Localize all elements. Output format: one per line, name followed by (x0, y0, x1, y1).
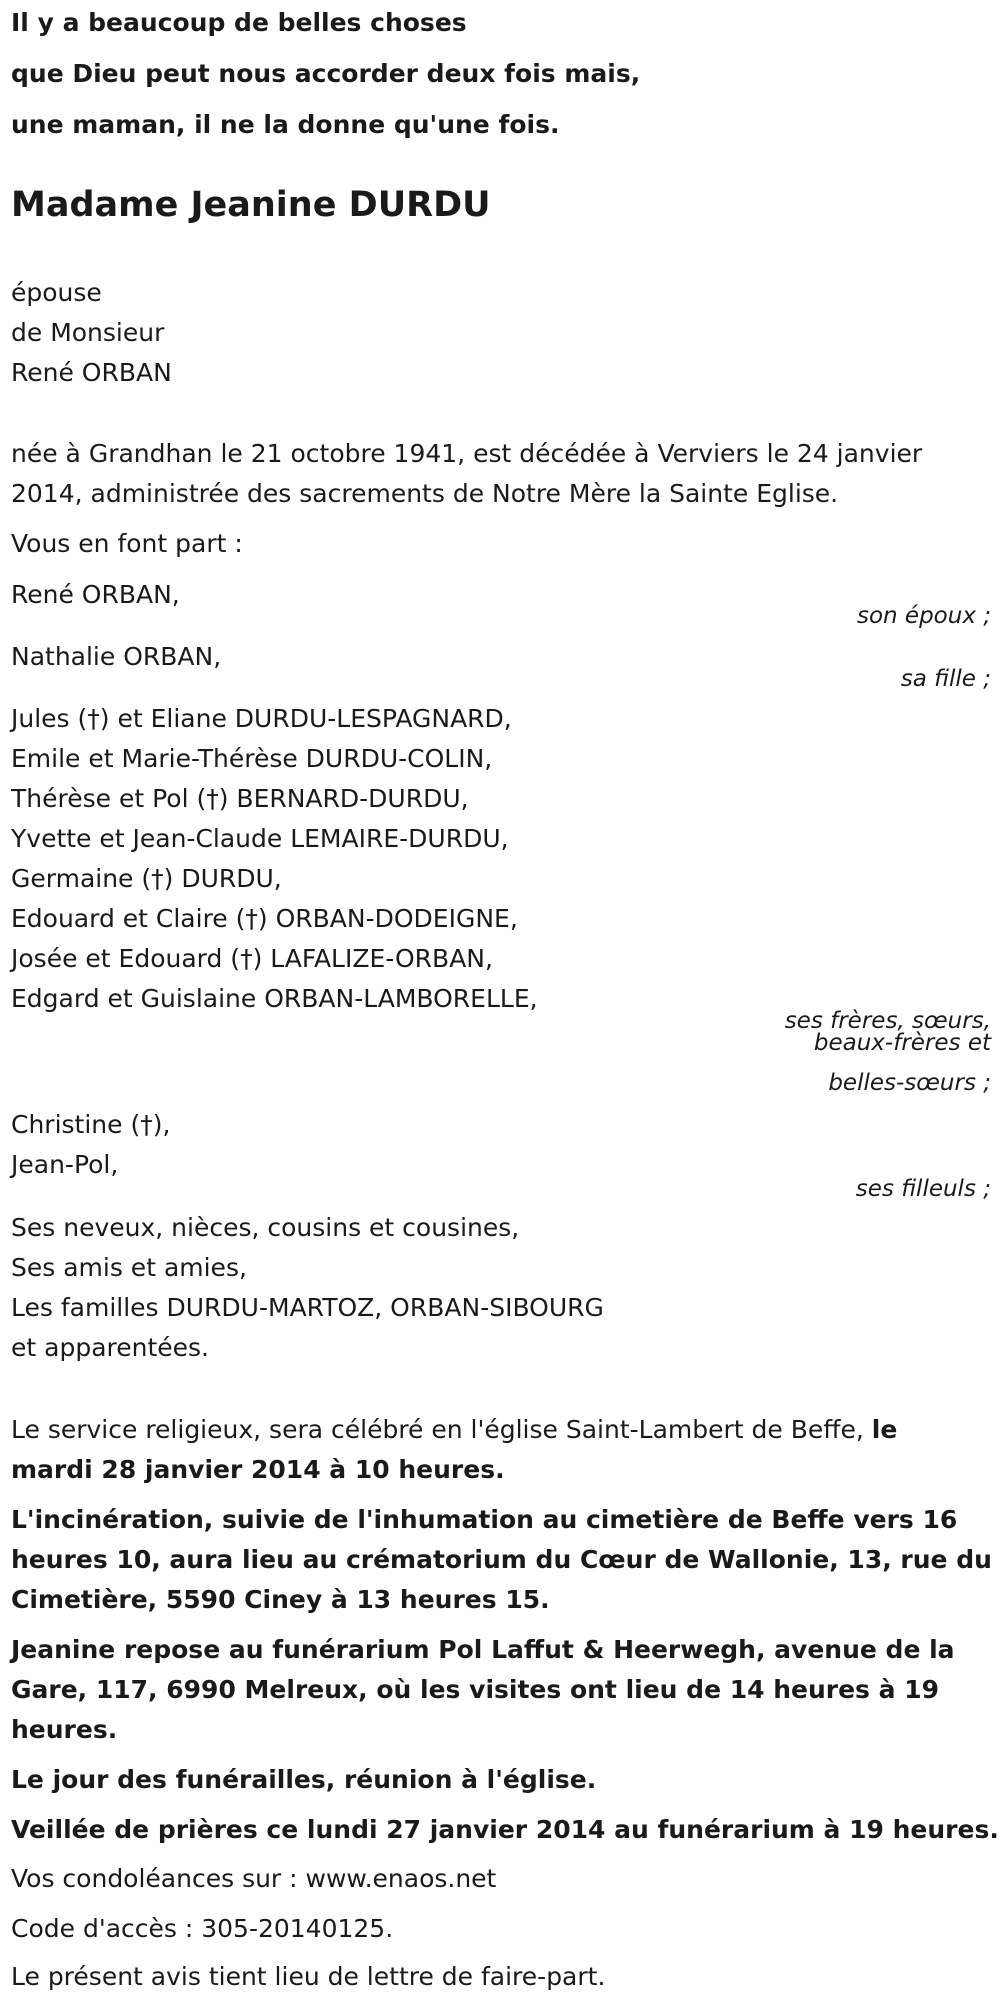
siblings-role-line-3: belles-sœurs ; (828, 1070, 991, 1096)
godchild-line: Jean-Pol, (11, 1150, 119, 1179)
quote-line-2: que Dieu peut nous accorder deux fois mais, (11, 59, 641, 88)
birth-death-line-2: 2014, administrée des sacrements de Notre Mère la Sainte Eglise. (11, 479, 839, 508)
access-code-line: Code d'accès : 305-20140125. (11, 1914, 394, 1943)
siblings-role-line-2: beaux-frères et (813, 1030, 991, 1056)
service-line-2: mardi 28 janvier 2014 à 10 heures. (11, 1455, 505, 1484)
condolences-line: Vos condoléances sur : www.enaos.net (11, 1864, 497, 1893)
service-line-1 (11, 1415, 897, 1445)
sibling-line: Germaine (†) DURDU, (11, 864, 282, 893)
footer-line: Le présent avis tient lieu de lettre de faire-part. (11, 1962, 606, 1991)
others-line: Ses amis et amies, (11, 1253, 247, 1282)
deceased-name: Madame Jeanine DURDU (11, 185, 491, 225)
meeting-line: Le jour des funérailles, réunion à l'église. (11, 1765, 597, 1794)
godchildren-role: ses filleuls ; (855, 1176, 991, 1202)
funerarium-line: heures. (11, 1715, 118, 1744)
daughter-role: sa fille ; (900, 666, 991, 692)
quote-line-3: une maman, il ne la donne qu'une fois. (11, 110, 560, 139)
sibling-line: Josée et Edouard (†) LAFALIZE-ORBAN, (11, 944, 493, 973)
sibling-line: Jules (†) et Eliane DURDU-LESPAGNARD, (11, 704, 512, 733)
funerarium-line: Jeanine repose au funérarium Pol Laffut & Heerwegh, avenue de la (11, 1635, 955, 1664)
godchild-line: Christine (†), (11, 1110, 171, 1139)
husband-name: René ORBAN, (11, 580, 180, 609)
spouse-line-2: de Monsieur (11, 318, 165, 347)
spouse-line-1: épouse (11, 278, 102, 307)
others-line: et apparentées. (11, 1333, 209, 1362)
funerarium-line: Gare, 117, 6990 Melreux, où les visites ont lieu de 14 heures à 19 (11, 1675, 940, 1704)
sibling-line: Emile et Marie-Thérèse DURDU-COLIN, (11, 744, 493, 773)
cremation-line: L'incinération, suivie de l'inhumation au cimetière de Beffe vers 16 (11, 1505, 958, 1534)
sibling-line: Edouard et Claire (†) ORBAN-DODEIGNE, (11, 904, 518, 933)
daughter-name: Nathalie ORBAN, (11, 642, 222, 671)
cremation-line: Cimetière, 5590 Ciney à 13 heures 15. (11, 1585, 550, 1614)
spouse-line-3: René ORBAN (11, 358, 172, 387)
birth-death-line-1: née à Grandhan le 21 octobre 1941, est décédée à Verviers le 24 janvier (11, 439, 923, 468)
sibling-line: Edgard et Guislaine ORBAN-LAMBORELLE, (11, 984, 538, 1013)
quote-line-1: Il y a beaucoup de belles choses (11, 8, 467, 37)
others-line: Les familles DURDU-MARTOZ, ORBAN-SIBOURG (11, 1293, 604, 1322)
siblings-role-line-1: ses frères, sœurs, (784, 1008, 991, 1034)
sibling-line: Yvette et Jean-Claude LEMAIRE-DURDU, (11, 824, 509, 853)
service-text: Le service religieux, sera célébré en l'église Saint-Lambert de Beffe, (11, 1415, 872, 1444)
husband-role: son époux ; (856, 603, 991, 629)
others-line: Ses neveux, nièces, cousins et cousines, (11, 1213, 520, 1242)
announcement-intro: Vous en font part : (11, 529, 243, 558)
vigil-line: Veillée de prières ce lundi 27 janvier 2014 au funérarium à 19 heures. (11, 1815, 999, 1844)
sibling-line: Thérèse et Pol (†) BERNARD-DURDU, (11, 784, 469, 813)
cremation-line: heures 10, aura lieu au crématorium du Cœur de Wallonie, 13, rue du (11, 1545, 992, 1574)
service-date-start: le (871, 1415, 898, 1444)
